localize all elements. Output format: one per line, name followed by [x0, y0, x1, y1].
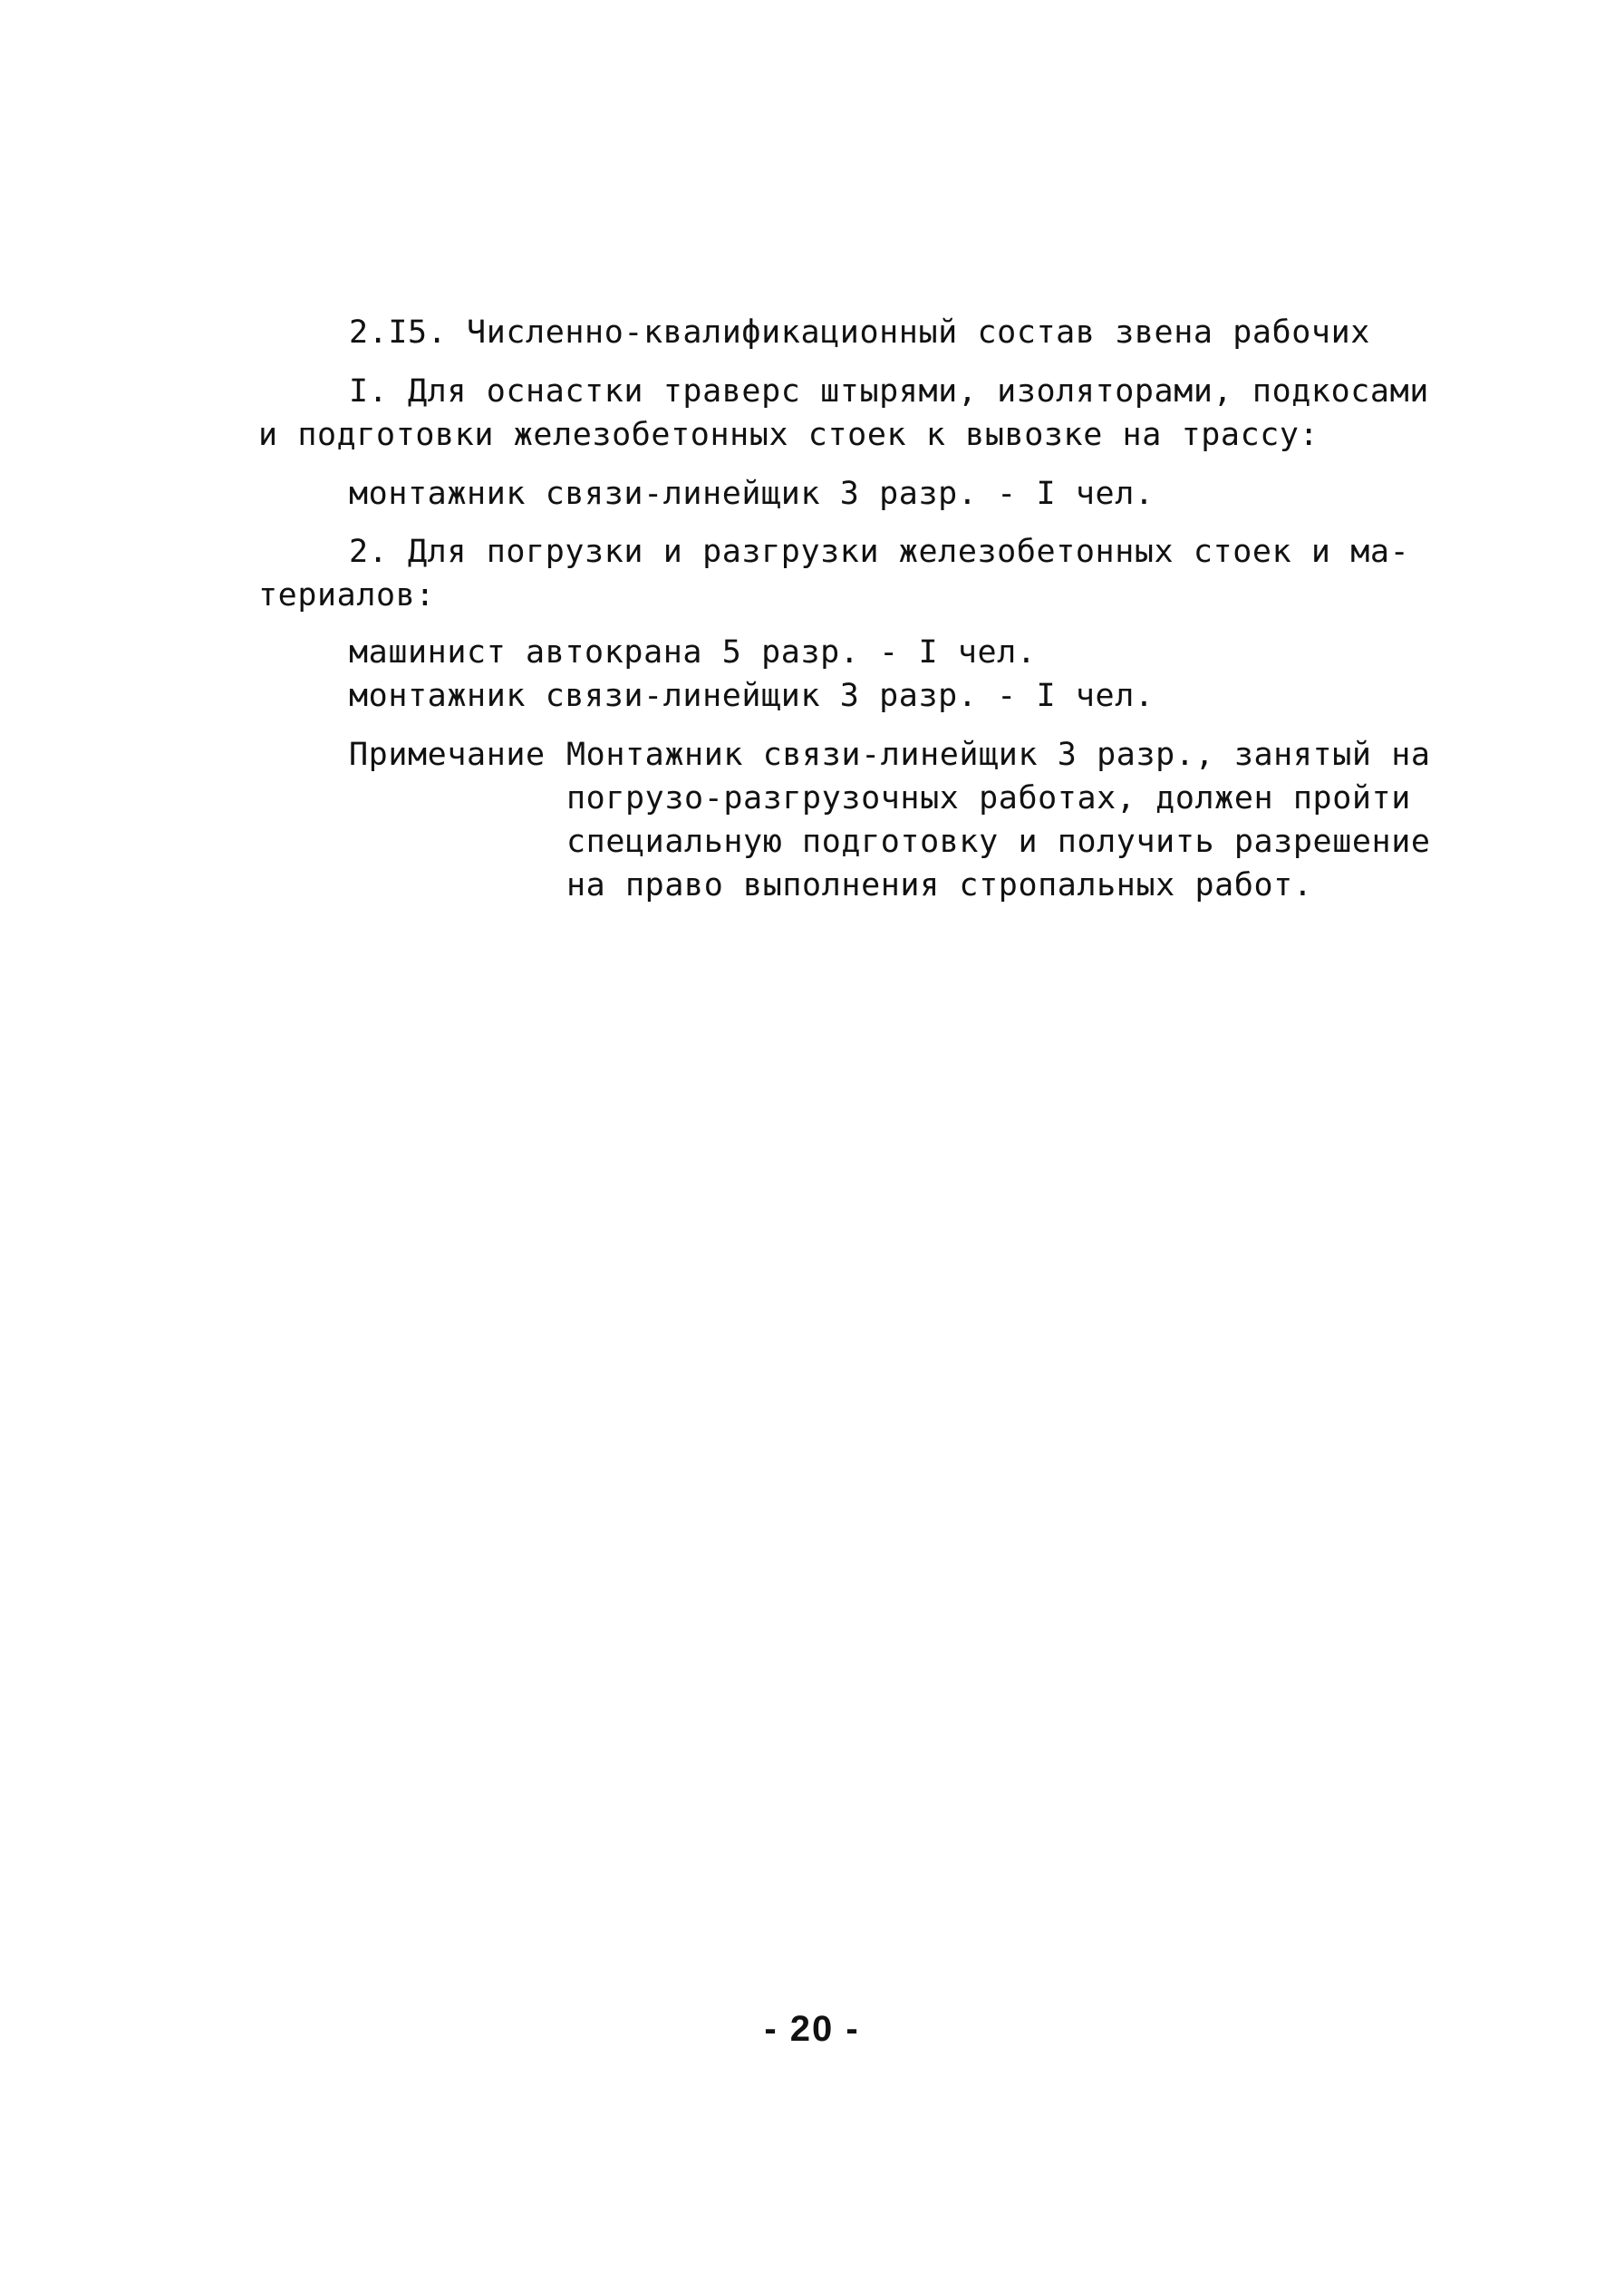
- item-2-worker-1: машинист автокрана 5 разр. - I чел.: [349, 634, 1037, 671]
- note-line-2: погрузо-разгрузочных работах, должен пройти: [566, 780, 1411, 816]
- note-line-1: Монтажник связи-линейщик 3 разр., занятый на: [566, 737, 1431, 773]
- section-heading: 2.I5. Численно-квалификационный состав звена рабочих: [349, 314, 1370, 351]
- item-1-worker: монтажник связи-линейщик 3 разр. - I чел.: [349, 476, 1155, 512]
- note-line-4: на право выполнения стропальных работ.: [566, 867, 1313, 903]
- item-2-line-1: 2. Для погрузки и разгрузки железобетонных стоек и ма-: [349, 534, 1410, 570]
- item-2-line-2: териалов:: [258, 577, 436, 613]
- item-2-worker-2: монтажник связи-линейщик 3 разр. - I чел.: [349, 678, 1155, 714]
- note-label: Примечание: [349, 737, 546, 773]
- note-line-3: специальную подготовку и получить разрешение: [566, 824, 1431, 860]
- item-1-line-2: и подготовки железобетонных стоек к вывозке на трассу:: [258, 417, 1320, 453]
- page-number: - 20 -: [764, 2009, 860, 2049]
- item-1-line-1: I. Для оснастки траверс штырями, изоляторами, подкосами: [349, 373, 1429, 410]
